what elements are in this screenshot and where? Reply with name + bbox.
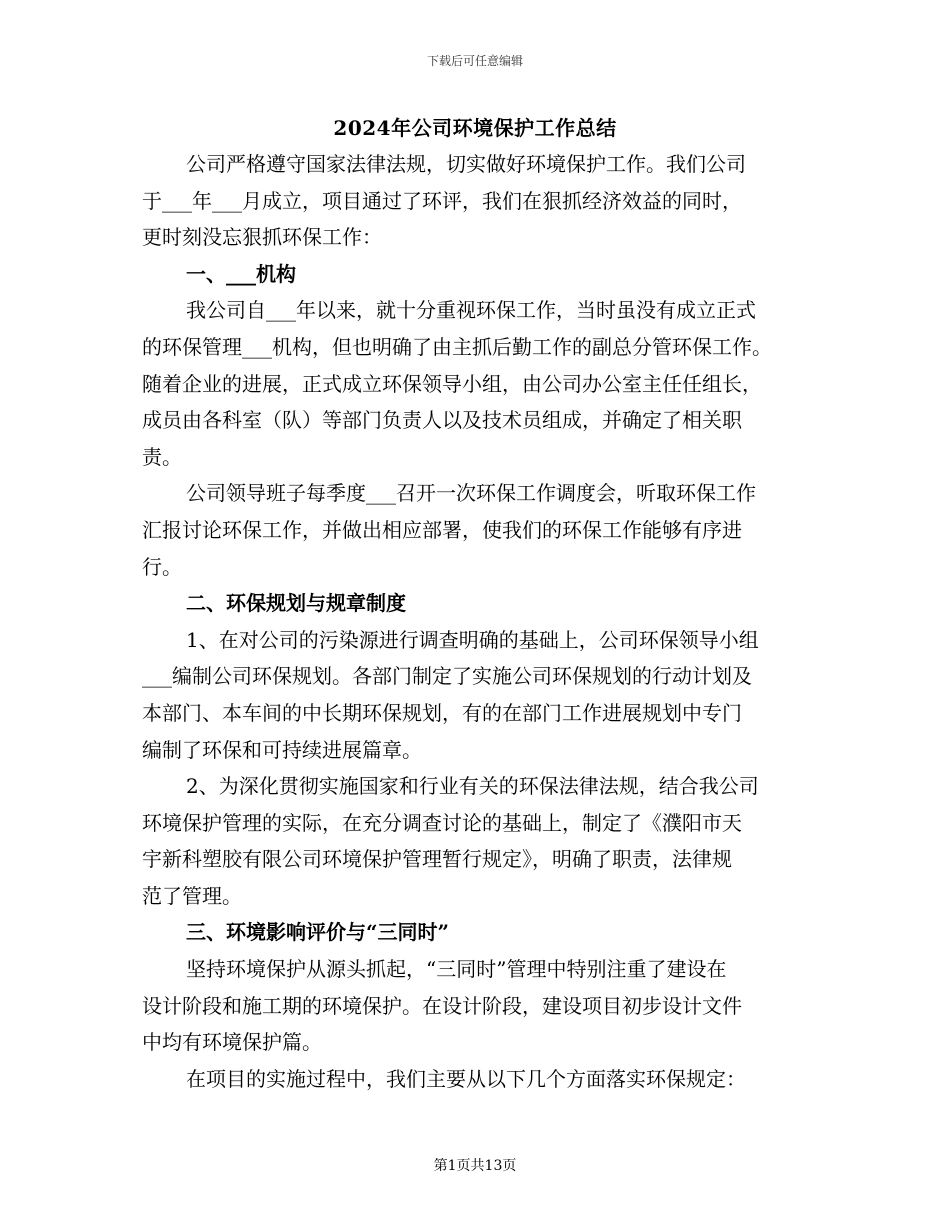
paragraph-line: 设计阶段和施工期的环境保护。在设计阶段，建设项目初步设计文件 xyxy=(142,993,742,1018)
section-heading: 二、环保规划与规章制度 xyxy=(186,591,406,616)
document-body xyxy=(142,146,810,1097)
paragraph-line: 环境保护管理的实际，在充分调查讨论的基础上，制定了《濮阳市天 xyxy=(142,810,742,835)
paragraph-line: 成员由各科室（队）等部门负责人以及技术员组成，并确定了相关职 xyxy=(142,408,742,433)
paragraph-line: 本部门、本车间的中长期环保规划，有的在部门工作进展规划中专门 xyxy=(142,700,742,725)
paragraph-line: 中均有环境保护篇。 xyxy=(142,1030,322,1055)
paragraph-line: 在项目的实施过程中，我们主要从以下几个方面落实环保规定： xyxy=(186,1066,746,1091)
paragraph-line: 编制了环保和可持续进展篇章。 xyxy=(142,737,422,762)
paragraph-line: 1、在对公司的污染源进行调查明确的基础上，公司环保领导小组 xyxy=(186,627,759,652)
section-heading: 三、环境影响评价与“三同时” xyxy=(186,920,450,945)
paragraph-line: 范了管理。 xyxy=(142,883,242,908)
paragraph-line: ___编制公司环保规划。各部门制定了实施公司环保规划的行动计划及 xyxy=(142,664,752,689)
paragraph-line: 的环保管理___机构，但也明确了由主抓后勤工作的副总分管环保工作。 xyxy=(142,334,772,359)
page-header: 下载后可任意编辑 xyxy=(426,54,523,68)
paragraph-line: 更时刻没忘狠抓环保工作： xyxy=(142,225,382,250)
page-footer: 第1页共13页 xyxy=(433,1158,517,1174)
paragraph-line: 行。 xyxy=(142,554,182,579)
paragraph-line: 公司严格遵守国家法律法规，切实做好环境保护工作。我们公司 xyxy=(186,152,746,176)
paragraph-line: 随着企业的进展，正式成立环保领导小组，由公司办公室主任任组长， xyxy=(142,371,762,396)
paragraph-line: 公司领导班子每季度___召开一次环保工作调度会，听取环保工作 xyxy=(186,481,756,506)
paragraph-line: 坚持环境保护从源头抓起，“三同时”管理中特别注重了建设在 xyxy=(186,957,727,982)
paragraph-line: 于___年___月成立，项目通过了环评，我们在狠抓经济效益的同时， xyxy=(142,188,742,213)
paragraph-line: 我公司自___年以来，就十分重视环保工作，当时虽没有成立正式 xyxy=(186,298,756,323)
paragraph-line: 汇报讨论环保工作，并做出相应部署，使我们的环保工作能够有序进 xyxy=(142,517,742,542)
document-title: 2024年公司环境保护工作总结 xyxy=(333,116,617,140)
paragraph-line: 责。 xyxy=(142,444,182,469)
paragraph-line: 宇新科塑胶有限公司环境保护管理暂行规定》，明确了职责，法律规 xyxy=(142,847,732,872)
paragraph-line: 2、为深化贯彻实施国家和行业有关的环保法律法规，结合我公司 xyxy=(186,774,759,799)
section-heading: 一、___机构 xyxy=(186,261,296,286)
